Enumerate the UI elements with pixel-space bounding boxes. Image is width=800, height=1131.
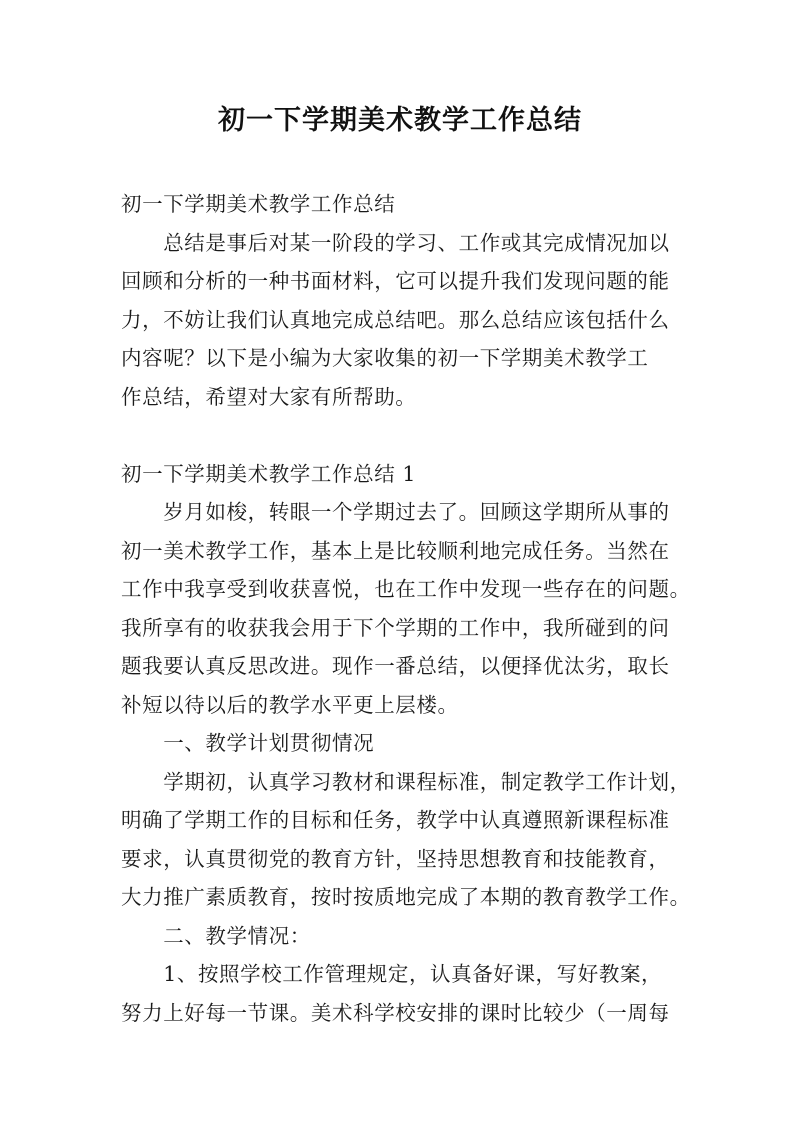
body-line: 题我要认真反思改进。现作一番总结，以便择优汰劣，取长 bbox=[121, 654, 670, 678]
intro-line: 总结是事后对某一阶段的学习、工作或其完成情况加以 bbox=[121, 230, 670, 255]
document-title: 初一下学期美术教学工作总结 bbox=[218, 105, 582, 136]
body-line: 初一美术教学工作，基本上是比较顺利地完成任务。当然在 bbox=[121, 538, 670, 563]
body-line: 大力推广素质教育，按时按质地完成了本期的教育教学工作。 bbox=[121, 885, 691, 909]
body-line: 明确了学期工作的目标和任务，教学中认真遵照新课程标准 bbox=[121, 808, 670, 832]
body-line: 要求，认真贯彻党的教育方针，坚持思想教育和技能教育， bbox=[121, 846, 670, 871]
intro-line: 作总结，希望对大家有所帮助。 bbox=[121, 384, 417, 409]
intro-line: 力，不妨让我们认真地完成总结吧。那么总结应该包括什么 bbox=[121, 307, 670, 332]
body-line: 我所享有的收获我会用于下个学期的工作中，我所碰到的问 bbox=[121, 615, 670, 640]
body-line: 学期初，认真学习教材和课程标准，制定教学工作计划， bbox=[121, 769, 691, 794]
section-heading: 初一下学期美术教学工作总结 1 bbox=[121, 461, 417, 486]
body-line: 努力上好每一节课。美术科学校安排的课时比较少（一周每 bbox=[121, 1000, 670, 1025]
subheading-line: 一、教学计划贯彻情况 bbox=[121, 731, 375, 755]
intro-heading: 初一下学期美术教学工作总结 bbox=[121, 192, 396, 216]
subheading-line: 二、教学情况： bbox=[121, 923, 311, 948]
body-line: 岁月如梭，转眼一个学期过去了。回顾这学期所从事的 bbox=[121, 500, 670, 524]
body-line: 1、按照学校工作管理规定，认真备好课，写好教案， bbox=[121, 962, 663, 986]
body-line: 补短以待以后的教学水平更上层楼。 bbox=[121, 692, 459, 717]
document-body bbox=[121, 185, 691, 1032]
intro-line: 内容呢？以下是小编为大家收集的初一下学期美术教学工 bbox=[121, 346, 649, 370]
paragraph-gap bbox=[121, 416, 686, 455]
intro-line: 回顾和分析的一种书面材料，它可以提升我们发现问题的能 bbox=[121, 269, 670, 293]
body-line: 工作中我享受到收获喜悦，也在工作中发现一些存在的问题。 bbox=[121, 577, 691, 601]
